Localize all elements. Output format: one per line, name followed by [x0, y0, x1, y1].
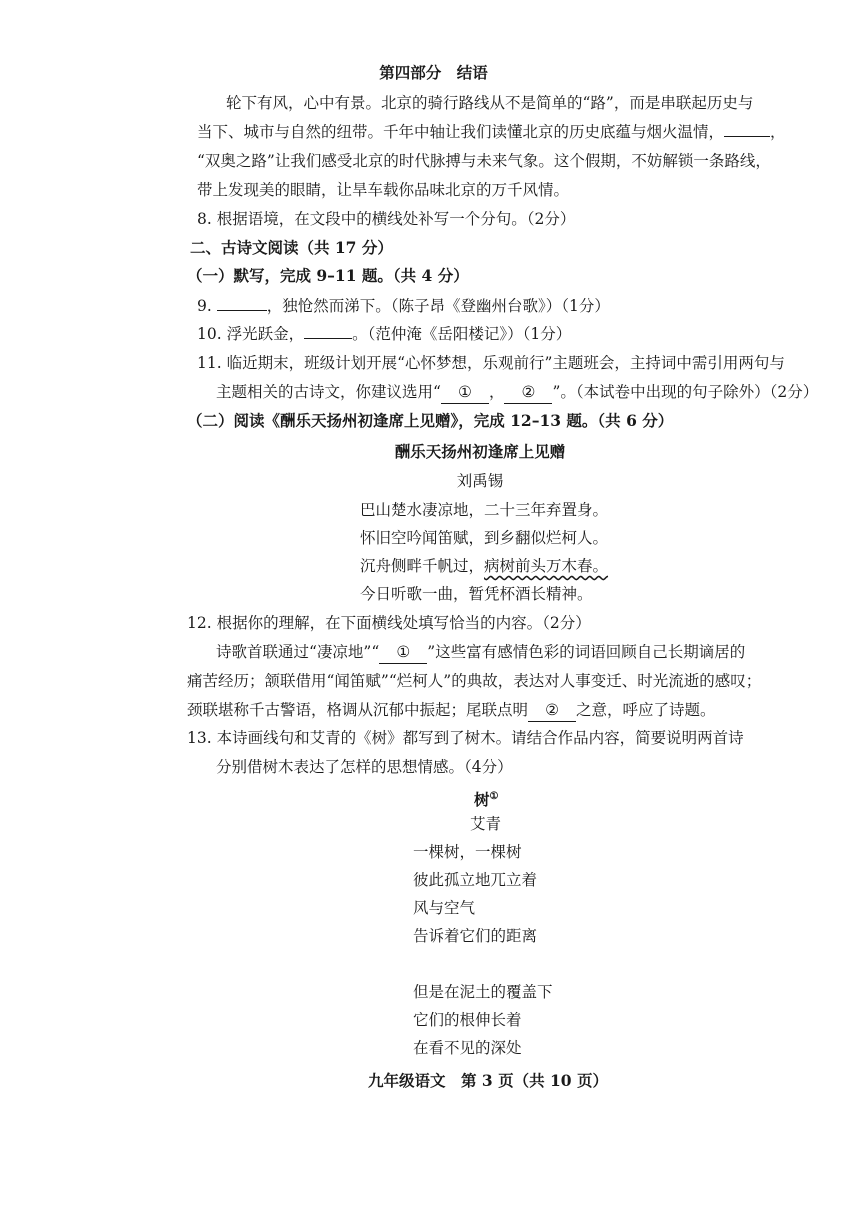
- question-13-line-2: 分别借树木表达了怎样的思想情感。（4分）: [216, 758, 513, 776]
- poem1-line-1: 巴山楚水凄凉地，二十三年弃置身。: [360, 501, 609, 519]
- poem1-line-4: 今日听歌一曲，暂凭杯酒长精神。: [360, 585, 593, 603]
- question-12-text-a: 诗歌首联通过“凄凉地”“: [216, 643, 380, 661]
- poem2-line-5: 但是在泥土的覆盖下: [413, 983, 553, 1001]
- passage-line-4: 带上发现美的眼睛，让旱车载你品味北京的万千风情。: [197, 181, 570, 199]
- poem2-title-text: 树: [474, 790, 490, 810]
- section-2-heading: 二、古诗文阅读（共 17 分）: [190, 238, 393, 257]
- page-footer: 九年级语文 第 3 页（共 10 页）: [368, 1071, 608, 1090]
- question-12-text-b: ”这些富有感情色彩的词语回顾自己长期谪居的: [427, 643, 746, 661]
- part4-title: 第四部分 结语: [379, 63, 488, 82]
- passage-line-2-text: 当下、城市与自然的纽带。千年中轴让我们读懂北京的历史底蕴与烟火温情，: [197, 123, 725, 141]
- question-8: 8. 根据语境，在文段中的横线处补写一个分句。（2分）: [197, 210, 576, 228]
- poem2-title: [474, 786, 498, 811]
- poem1-line-3-a: 沉舟侧畔千帆过，: [360, 557, 485, 575]
- q9-answer-blank[interactable]: [217, 310, 267, 311]
- question-11-text-b: ”。（本试卷中出现的句子除外）（2分）: [552, 383, 819, 401]
- poem2-line-7: 在看不见的深处: [413, 1039, 522, 1057]
- question-12-line-3: [187, 699, 716, 722]
- q11-blank-1[interactable]: ①: [441, 381, 489, 404]
- question-10-tail: 。（范仲淹《岳阳楼记》）（1分）: [352, 325, 572, 343]
- question-11-line-2: [216, 381, 818, 404]
- q12-blank-1[interactable]: ①: [379, 641, 427, 664]
- poem1-line-2: 怀旧空吟闻笛赋，到乡翻似烂柯人。: [360, 529, 609, 547]
- poem1-underlined-line: 病树前头万木春。: [484, 557, 609, 575]
- poem2-line-4: 告诉着它们的距离: [413, 927, 538, 945]
- poem2-line-2: 彼此孤立地兀立着: [413, 871, 538, 889]
- poem2-author: 艾青: [470, 815, 502, 833]
- poem2-line-1: 一棵树，一棵树: [413, 843, 522, 861]
- question-12-title: 12. 根据你的理解，在下面横线处填写恰当的内容。（2分）: [187, 614, 591, 632]
- question-9-number: 9.: [197, 297, 212, 315]
- q10-answer-blank[interactable]: [304, 338, 352, 339]
- question-11-line-1: 11. 临近期末，班级计划开展“心怀梦想，乐观前行”主题班会，主持词中需引用两句与: [197, 354, 785, 372]
- subsection-2-heading: （二）阅读《酬乐天扬州初逢席上见赠》，完成 12–13 题。（共 6 分）: [187, 411, 674, 430]
- q11-blank-2[interactable]: ②: [504, 381, 552, 404]
- poem1-title: 酬乐天扬州初逢席上见赠: [394, 442, 566, 461]
- question-10: [197, 323, 571, 345]
- question-12-text-c: 颈联堪称千古警语，格调从沉郁中振起；尾联点明: [187, 701, 529, 719]
- subsection-1-heading: （一）默写，完成 9–11 题。（共 4 分）: [187, 266, 469, 285]
- passage-line-3: “双奥之路”让我们感受北京的时代脉搏与未来气象。这个假期，不妨解锁一条路线，: [197, 152, 771, 170]
- question-9: [197, 295, 610, 317]
- question-10-text: 10. 浮光跃金，: [197, 325, 305, 343]
- passage-line-2-comma: ，: [770, 123, 786, 141]
- poem2-line-6: 它们的根伸长着: [413, 1011, 522, 1029]
- q12-blank-2[interactable]: ②: [528, 699, 576, 722]
- footnote-marker: ①: [489, 791, 499, 802]
- question-12-line-1: [216, 641, 745, 664]
- poem2-line-3: 风与空气: [413, 899, 476, 917]
- question-12-line-2: 痛苦经历；颔联借用“闻笛赋”“烂柯人”的典故，表达对人事变迁、时光流逝的感叹；: [187, 672, 762, 690]
- question-9-text: ，独怆然而涕下。（陈子昂《登幽州台歌》）（1分）: [266, 297, 610, 315]
- question-11-comma: ，: [488, 383, 505, 401]
- passage-line-1: 轮下有风，心中有景。北京的骑行路线从不是简单的“路”，而是串联起历史与: [226, 94, 754, 112]
- question-13-line-1: 13. 本诗画线句和艾青的《树》都写到了树木。请结合作品内容，简要说明两首诗: [187, 729, 744, 747]
- poem1-line-3: [360, 555, 608, 577]
- poem1-author: 刘禹锡: [456, 472, 504, 490]
- q8-answer-blank[interactable]: [724, 136, 770, 137]
- question-11-text-a: 主题相关的古诗文，你建议选用“: [216, 383, 441, 401]
- passage-line-2: [197, 121, 786, 143]
- question-12-text-d: 之意，呼应了诗题。: [576, 701, 716, 719]
